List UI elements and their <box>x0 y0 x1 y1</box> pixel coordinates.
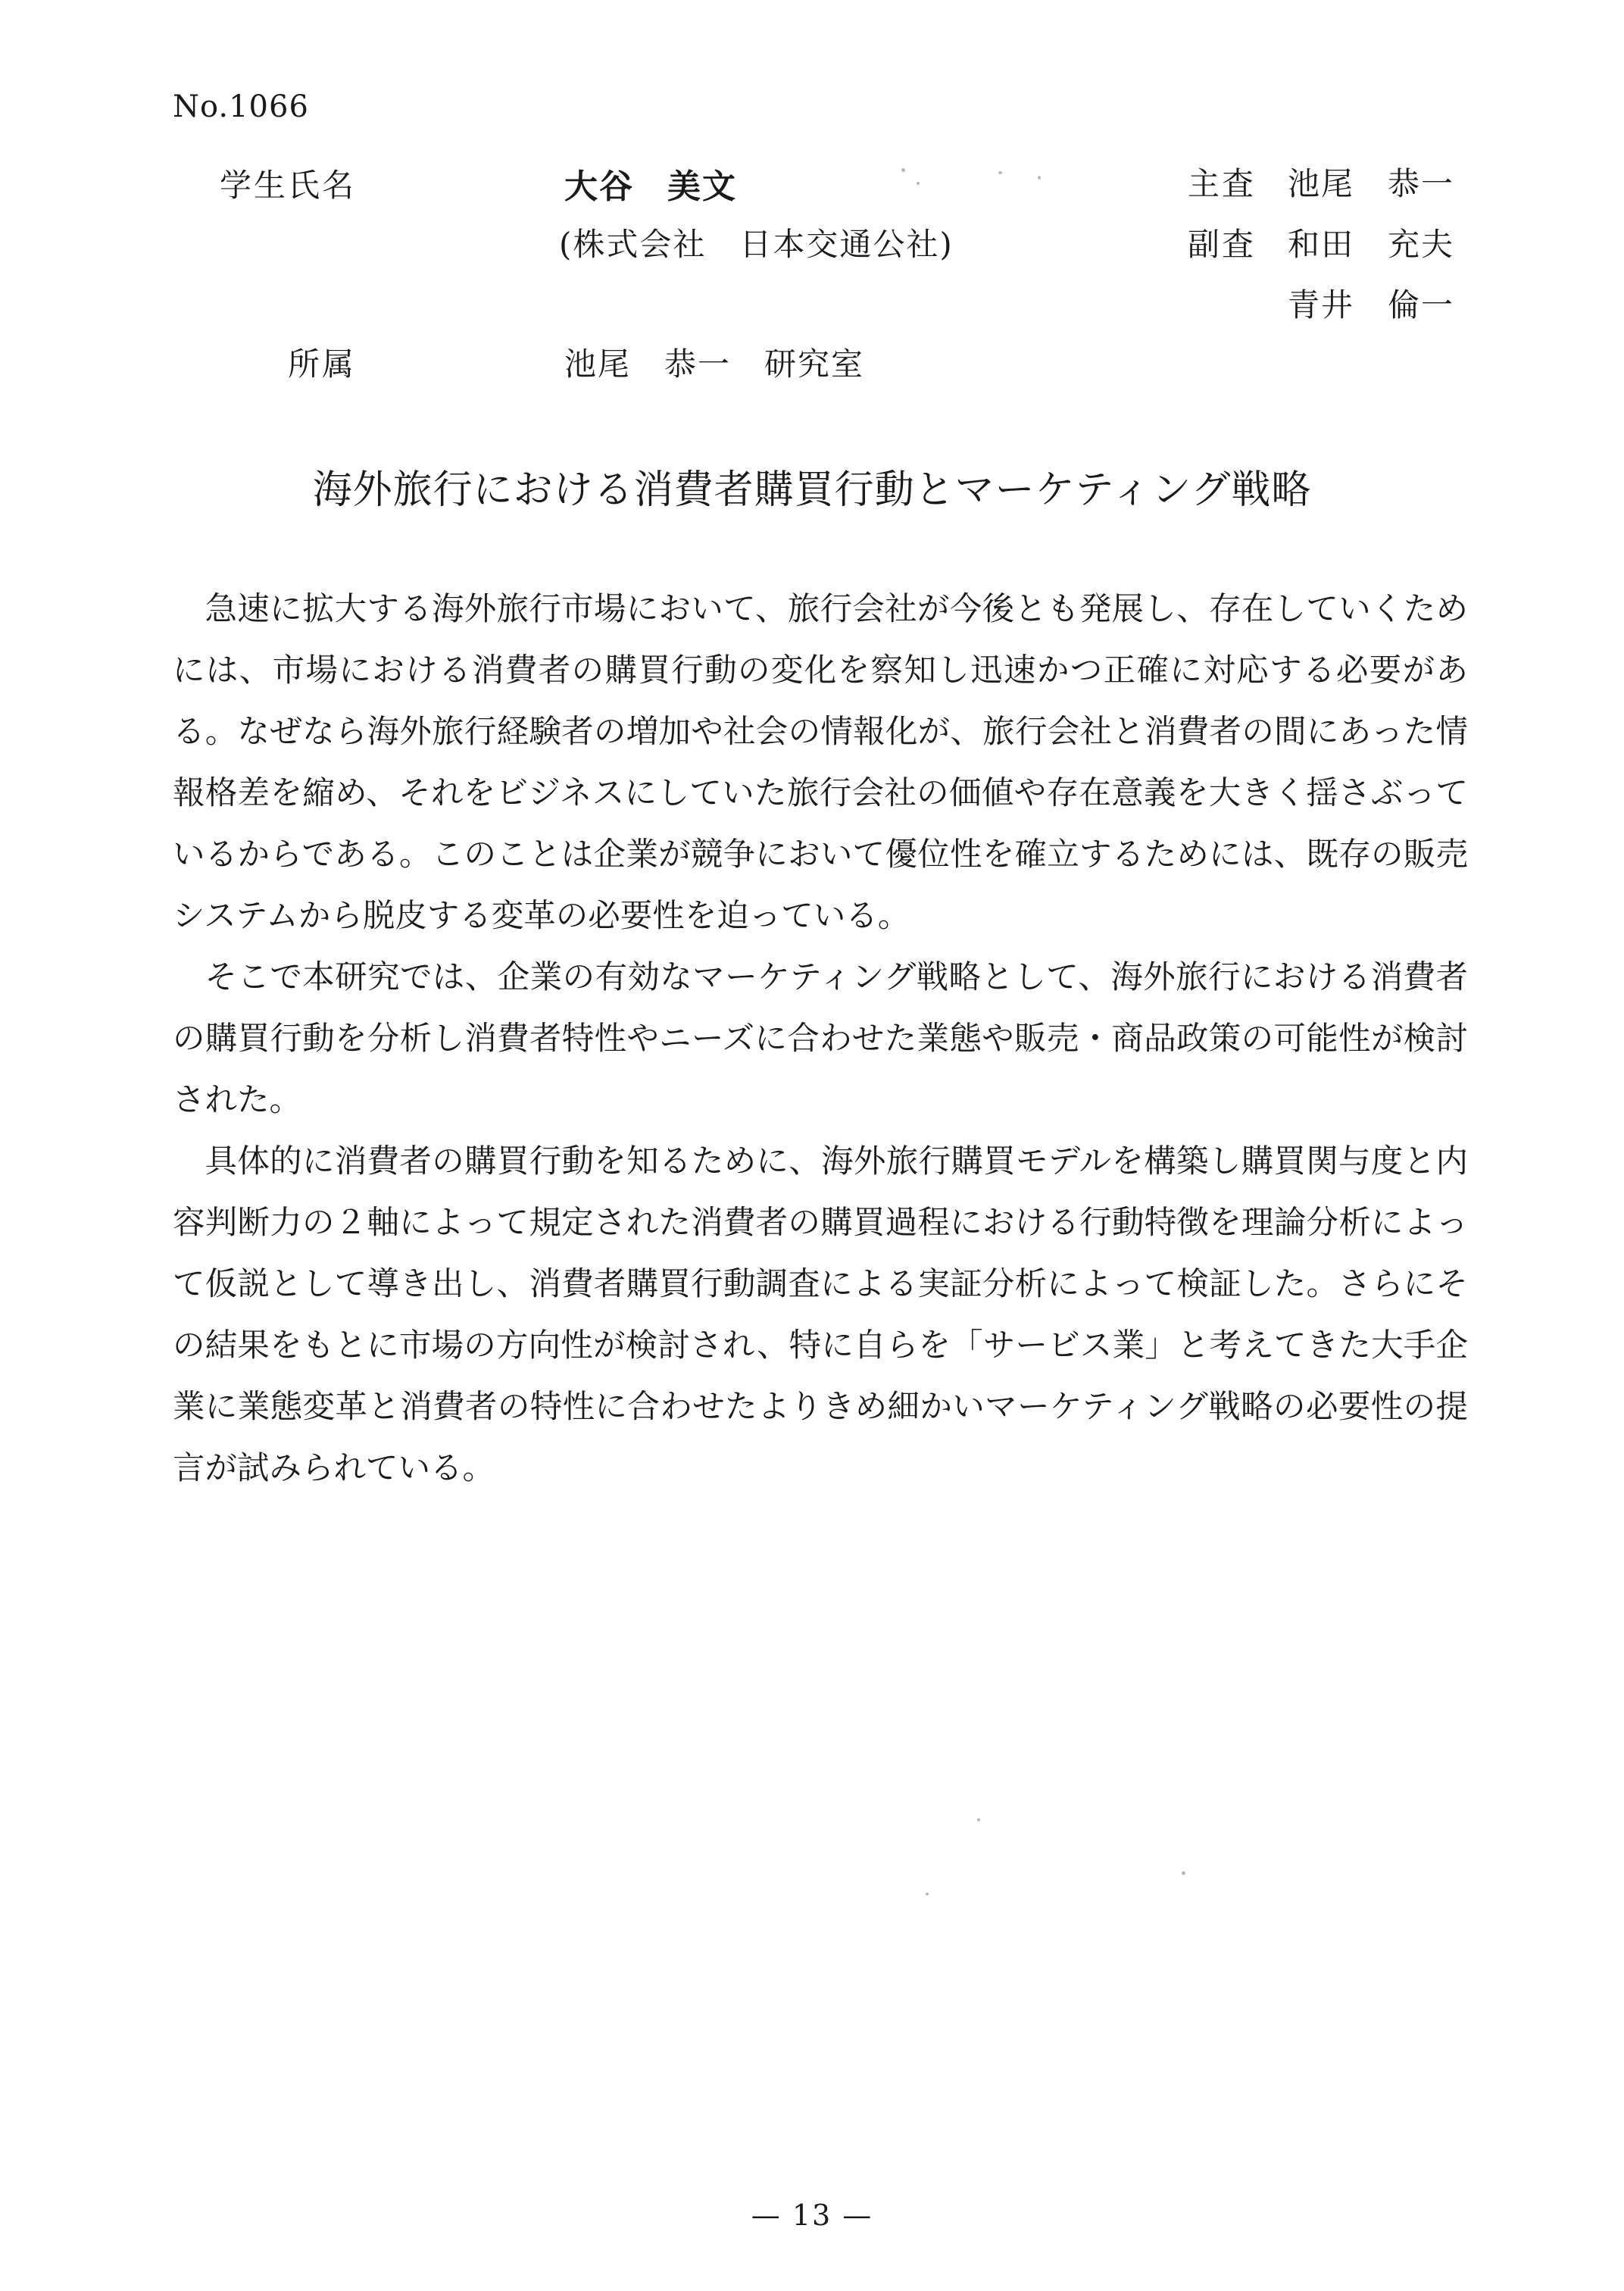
student-given-name: 美文 <box>667 167 737 206</box>
scan-speck <box>977 1818 980 1821</box>
student-company: (株式会社 日本交通公社) <box>559 226 954 263</box>
scan-speck <box>1038 176 1041 180</box>
scan-speck <box>917 182 920 185</box>
page-number: — 13 — <box>751 2199 873 2232</box>
scan-speck <box>926 1892 929 1896</box>
abstract-paragraph-1: 急速に拡大する海外旅行市場において、旅行会社が今後とも発展し、存在していくためには、市場における消費者の購買行動の変化を察知し迅速かつ正確に対応する必要がある。なぜなら海外旅行経験者の増加や社会の情報化が、旅行会社と消費者の間にあった情報格差を縮め、それをビジネスにしていた旅行会社の価値や存在意義を大きく揺さぶっているからである。このことは企業が競争において優位性を確立するためには、既存の販売システムから脱皮する変革の必要性を迫っている。 <box>173 591 1468 935</box>
sub-examiner-role: 副査 <box>1188 226 1257 263</box>
student-name-label: 学生氏名 <box>220 167 357 204</box>
affiliation-lab: 池尾 恭一 研究室 <box>564 345 865 383</box>
sub-examiner-name-1: 和田 充夫 <box>1288 226 1455 263</box>
abstract-paragraph-2: そこで本研究では、企業の有効なマーケティング戦略として、海外旅行における消費者の購買行動を分析し消費者特性やニーズに合わせた業態や販売・商品政策の可能性が検討された。 <box>173 959 1468 1119</box>
student-name <box>564 159 737 208</box>
affiliation-label: 所属 <box>288 345 357 383</box>
student-family-name: 大谷 <box>564 167 634 206</box>
chief-examiner-name: 池尾 恭一 <box>1288 165 1455 202</box>
thesis-title: 海外旅行における消費者購買行動とマーケティング戦略 <box>312 467 1312 513</box>
scan-speck <box>1182 1871 1185 1875</box>
scan-speck <box>901 168 905 172</box>
chief-examiner-role: 主査 <box>1188 165 1257 202</box>
scan-speck <box>998 171 1002 174</box>
sub-examiner-name-2: 青井 倫一 <box>1288 286 1455 323</box>
document-number: No.1066 <box>173 89 309 124</box>
abstract-body <box>173 579 1468 1499</box>
abstract-paragraph-3: 具体的に消費者の購買行動を知るために、海外旅行購買モデルを構築し購買関与度と内容判断力の２軸によって規定された消費者の購買過程における行動特徴を理論分析によって仮説として導き出し、消費者購買行動調査による実証分析によって検証した。さらにその結果をもとに市場の方向性が検討され、特に自らを「サービス業」と考えてきた大手企業に業態変革と消費者の特性に合わせたよりきめ細かいマーケティング戦略の必要性の提言が試みられている。 <box>173 1143 1468 1487</box>
